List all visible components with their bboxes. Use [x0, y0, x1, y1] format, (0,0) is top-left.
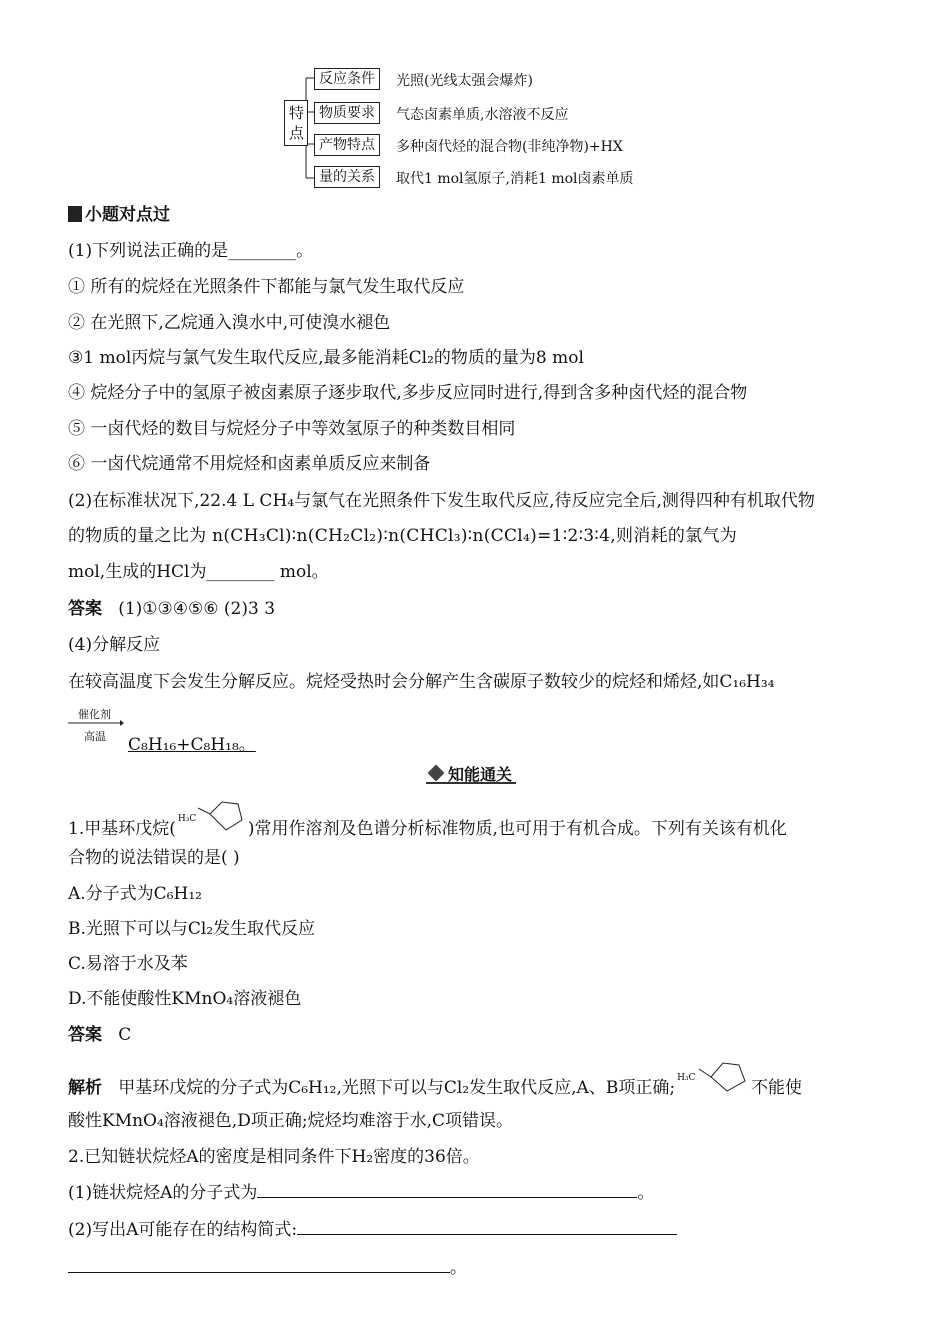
p2-q1: (1)链状烷烃A的分子式为 。: [68, 1183, 655, 1203]
q1-item-2: ② 在光照下,乙烷通入溴水中,可使溴水褪色: [68, 313, 391, 333]
reaction-arrow-icon: [68, 718, 124, 728]
diagram-value-3: 多种卤代烃的混合物(非纯净物)+HX: [396, 139, 623, 155]
diagram-value-4: 取代1 mol氢原子,消耗1 mol卤素单质: [396, 171, 634, 187]
section-title: 小题对点过: [68, 204, 170, 226]
diagram-value-2: 气态卤素单质,水溶液不反应: [396, 107, 569, 123]
diagram-key-1: 反应条件: [314, 68, 380, 90]
q1-item-6: ⑥ 一卤代烷通常不用烷烃和卤素单质反应来制备: [68, 454, 431, 474]
p1-answer: 答案 C: [68, 1025, 132, 1045]
diagram-key-4: 量的关系: [314, 166, 380, 188]
diamond-icon: [428, 765, 445, 782]
q1-item-1: ① 所有的烷烃在光照条件下都能与氯气发生取代反应: [68, 277, 465, 297]
p1-analysis-line-2: 酸性KMnO₄溶液褪色,D项正确;烷烃均难溶于水,C项错误。: [68, 1111, 513, 1131]
arrow-bottom-label: 高温: [84, 730, 106, 743]
section-marker-icon: [68, 206, 82, 222]
answer-blank-3[interactable]: [68, 1256, 450, 1273]
section-heading-2: 知能通关: [426, 762, 516, 784]
p2-q2-continued: 。: [68, 1256, 467, 1279]
arrow-top-label: 催化剂: [78, 708, 111, 721]
methylcyclopentane-structure-2: H₃C: [675, 1075, 751, 1099]
methylcyclopentane-structure: H₃C: [176, 812, 248, 842]
diagram-key-3: 产物特点: [314, 134, 380, 156]
answer-1: [68, 598, 275, 620]
p1-option-d: D.不能使酸性KMnO₄溶液褪色: [68, 989, 302, 1009]
answer-label: 答案: [68, 599, 102, 619]
p1-analysis-line-1: 解析 甲基环戊烷的分子式为C₆H₁₂,光照下可以与Cl₂发生取代反应,A、B项正确; H₃C 不能使: [68, 1075, 802, 1099]
q1-item-5: ⑤ 一卤代烃的数目与烷烃分子中等效氢原子的种类数目相同: [68, 419, 516, 439]
analysis-label: 解析: [68, 1078, 102, 1098]
p1-option-b: B.光照下可以与Cl₂发生取代反应: [68, 919, 316, 939]
diagram-value-1: 光照(光线太强会爆炸): [396, 73, 533, 89]
answer-blank-1[interactable]: [257, 1181, 637, 1198]
decomp-products: C₈H₁₆+C₈H₁₈。: [128, 735, 256, 755]
p1-option-a: A.分子式为C₆H₁₂: [68, 884, 202, 904]
q1-item-3: ③1 mol丙烷与氯气发生取代反应,最多能消耗Cl₂的物质的量为8 mol: [68, 348, 584, 368]
decomp-title: (4)分解反应: [68, 635, 161, 655]
p1-option-c: C.易溶于水及苯: [68, 954, 188, 974]
p2-q2: (2)写出A可能存在的结构简式:: [68, 1218, 677, 1241]
answer-text: (1)①③④⑤⑥ (2)3 3: [118, 599, 276, 619]
q2-line-2: 的物质的量之比为 n(CH₃Cl)∶n(CH₂Cl₂)∶n(CHCl₃)∶n(CCl₄)=1∶2∶3∶4,则消耗的氯气为: [68, 526, 738, 546]
diagram-key-2: 物质要求: [314, 102, 380, 124]
answer-blank-2[interactable]: [297, 1218, 677, 1235]
diagram-root: 特点: [284, 100, 308, 146]
q1-stem: (1)下列说法正确的是________。: [68, 241, 314, 261]
p1-stem-line-1: 1.甲基环戊烷( H₃C )常用作溶剂及色谱分析标准物质,也可用于有机合成。下列有关该有机化: [68, 812, 787, 842]
decomp-line-1: 在较高温度下会发生分解反应。烷烃受热时会分解产生含碳原子数较少的烷烃和烯烃,如C₁₆H₃₄: [68, 672, 775, 692]
q2-line-1: (2)在标准状况下,22.4 L CH₄与氯气在光照条件下发生取代反应,待反应完全后,测得四种有机取代物: [68, 491, 815, 511]
q1-item-4: ④ 烷烃分子中的氢原子被卤素原子逐步取代,多步反应同时进行,得到含多种卤代烃的混合物: [68, 383, 748, 403]
q2-line-3: mol,生成的HCl为________ mol。: [68, 562, 329, 582]
p1-stem-line-2: 合物的说法错误的是( ): [68, 848, 240, 868]
p2-stem: 2.已知链状烷烃A的密度是相同条件下H₂密度的36倍。: [68, 1147, 480, 1167]
